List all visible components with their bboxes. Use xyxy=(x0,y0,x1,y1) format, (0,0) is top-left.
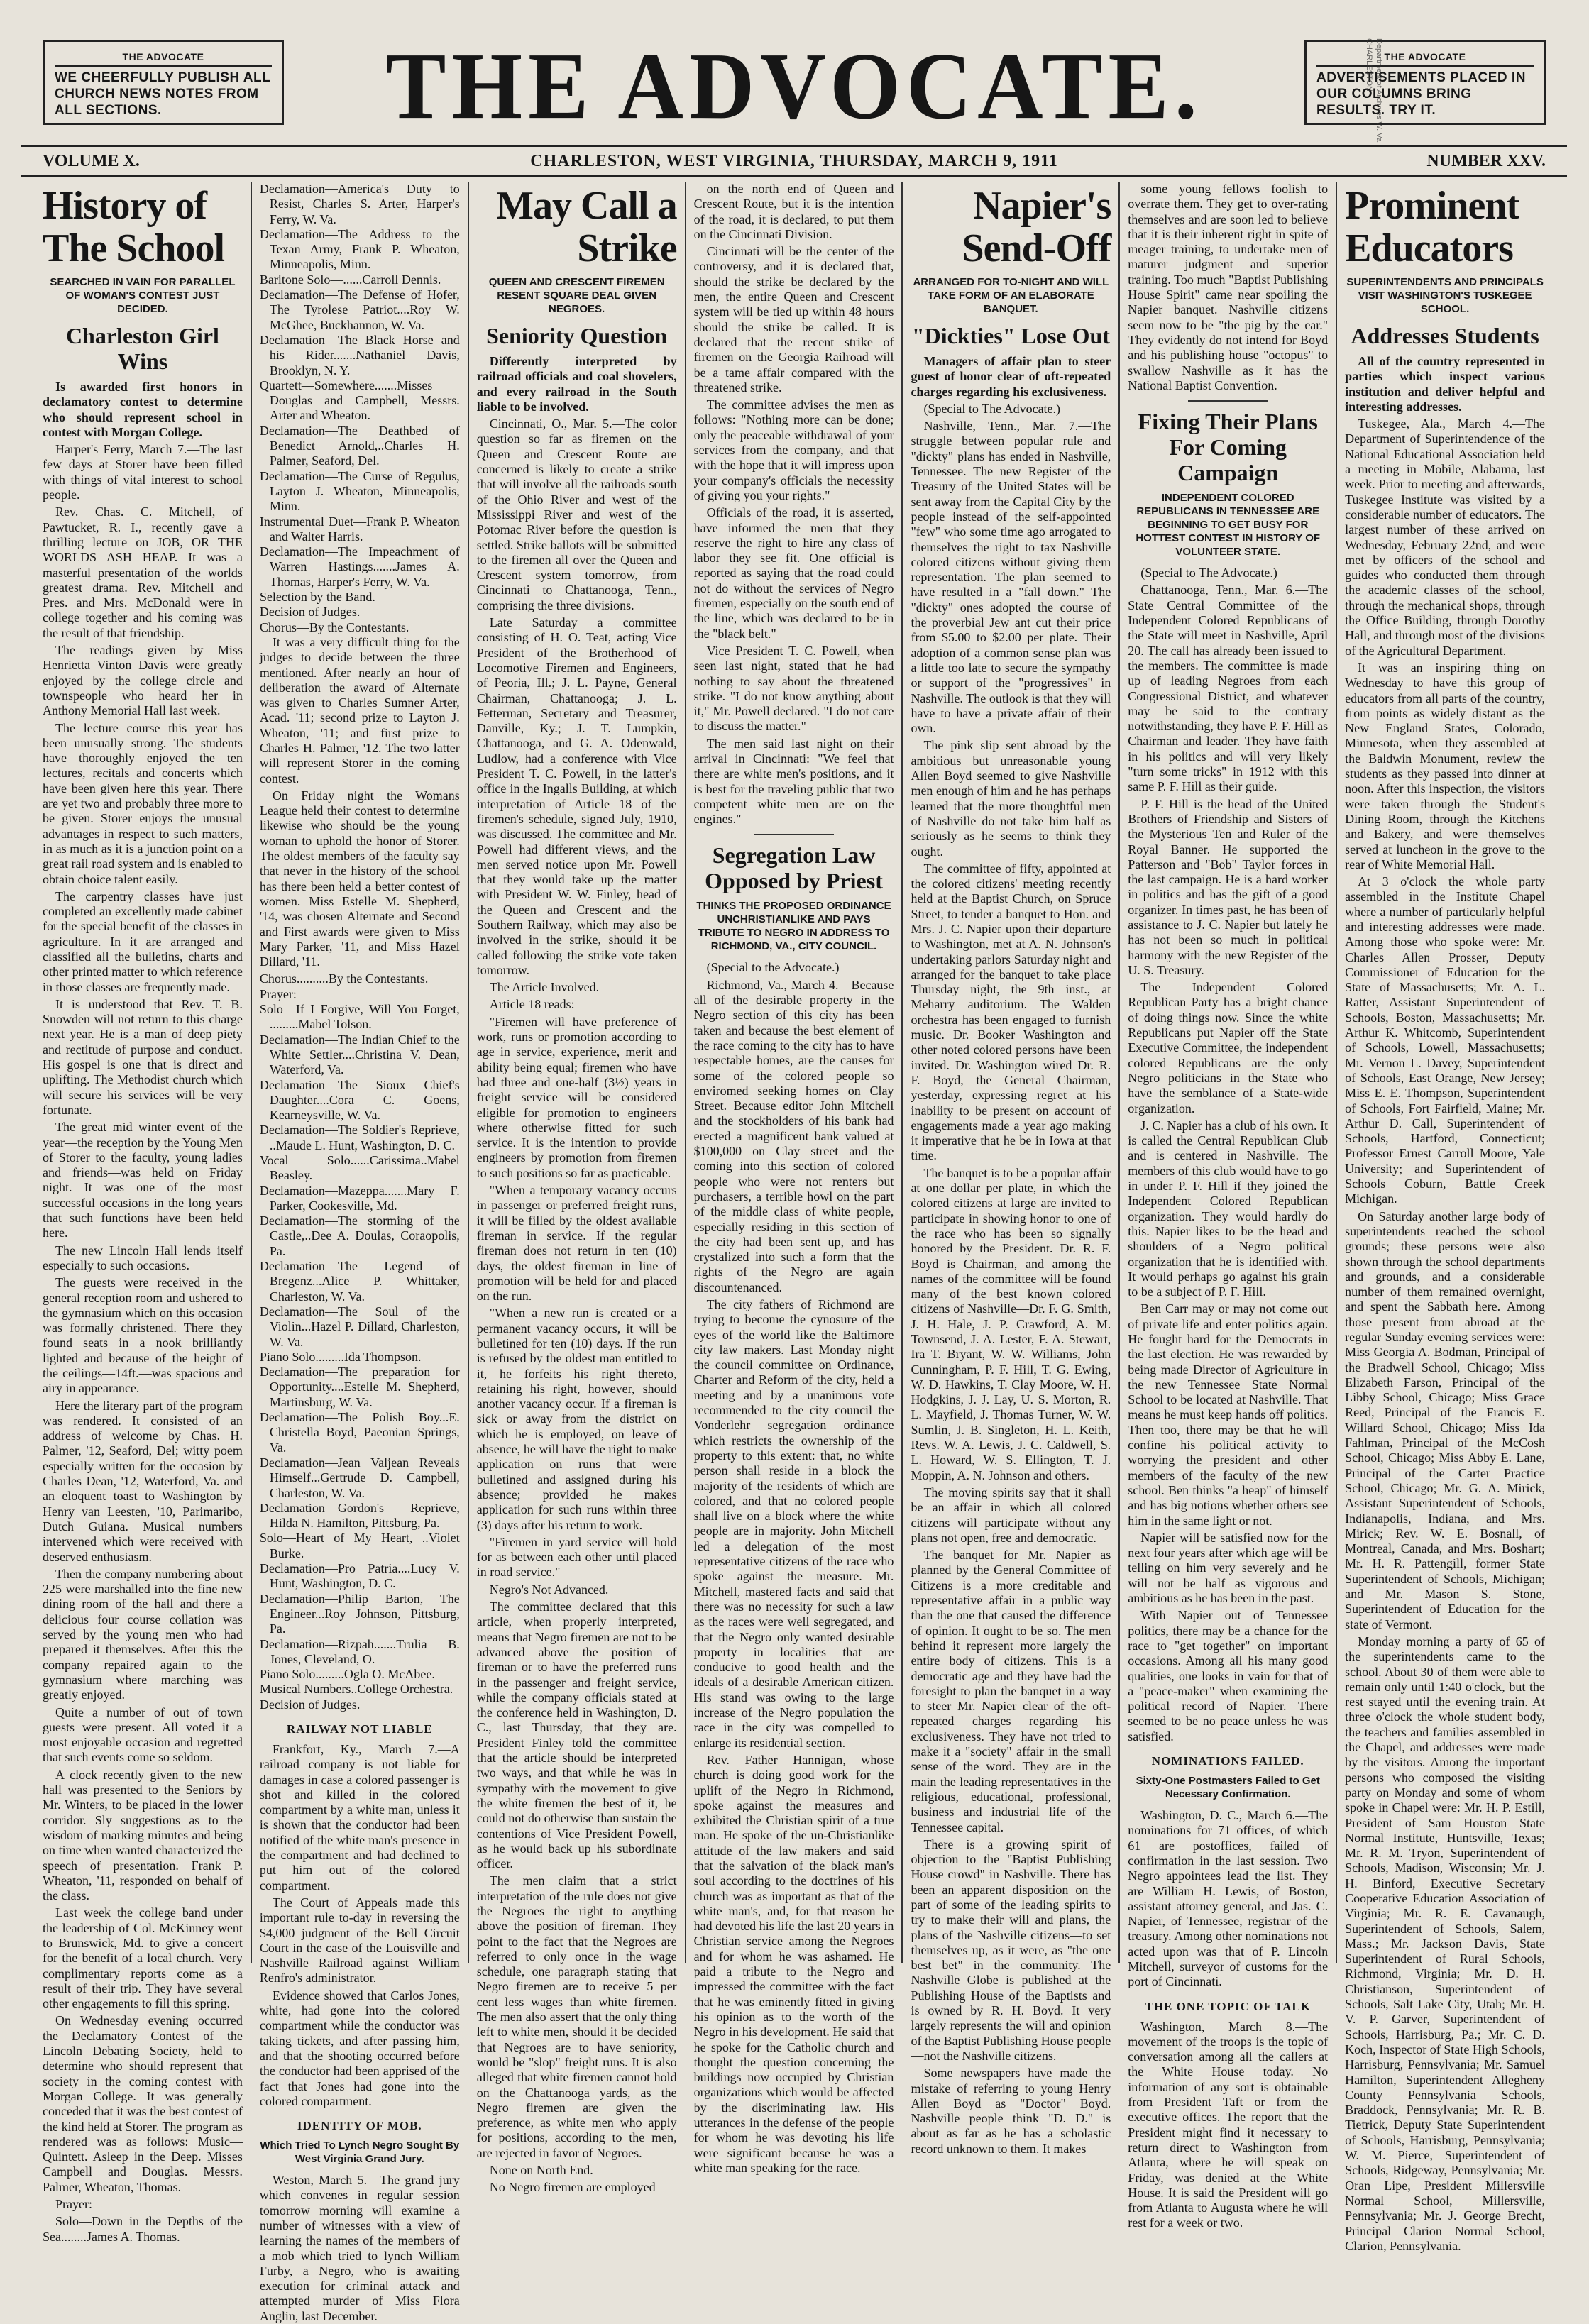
newspaper-page xyxy=(21,17,1567,2323)
paragraph: (Special to The Advocate.) xyxy=(1140,566,1277,580)
paragraph: Declamation—The Address to the Texan Army, Frank P. Wheaton, Minneapolis, Minn. xyxy=(259,226,460,272)
paragraph: Declamation—Gordon's Reprieve, Hilda N. Hamilton, Pittsburg, Pa. xyxy=(259,1500,460,1531)
paragraph: Evidence showed that Carlos Jones, white, had gone into the colored compartment while the conductor was taking tickets, and after passing him, and that the shooting occurred before the conductor had been apprised of the fact that Jones had gone into the colored compartment. xyxy=(259,1988,460,2108)
paragraph: Baritone Solo—......Carroll Dennis. xyxy=(259,272,441,287)
paragraph: The moving spirits say that it shall be an affair in which all colored citizens will participate without any plans not open, free and democratic. xyxy=(911,1485,1111,1545)
paragraph: There is a growing spirit of objection to the "Baptist Publishing House crowd" in Nashville. There has been an apparent disposition on the part of some of the leading spirits to try to make their will and plans, the plans of the Nashville citizens—to set themselves up, as it were, as "the one best bet" in the community. The Nashville Globe is published at the Publishing House of the Baptists and is owned by R. H. Boyd. It very largely represents the will and opinion of the Baptist Publishing House people—not the Nashville citizens. xyxy=(911,1836,1111,2063)
paragraph: "When a temporary vacancy occurs in passenger or preferred freight runs, it will be filled by the oldest available fireman in service. If the regular fireman does not return in ten (10) days, the oldest fireman in line of promotion will be held for and placed on the run. xyxy=(476,1183,677,1304)
strike-subhead: Seniority Question xyxy=(486,323,668,348)
paragraph: Negro's Not Advanced. xyxy=(489,1582,609,1597)
educators-paragraphs xyxy=(1345,417,1545,2254)
paragraph: Late Saturday a committee consisting of H. O. Teat, acting Vice President of the Brotherhood of Locomotive Firemen and Engineers, of Peoria, Ill.; J. L. Payne, General Chairman, Chattanooga; J. L. Fetterman, Secretary and Treasurer, Danville, Ky.; J. T. Lumpkin, Chattanooga, and G. A. Odenwald, Ludlow, had a conference with Vice President T. C. Powell, in the latter's office in the Ingalls Building, at which interpretation of Article 18 of the firemen's schedule, signed July, 1910, was discussed. The committee and Mr. Powell had different views, and the men served notice upon Mr. Powell that they would take up the matter with President W. W. Finley, head of the Queen and Crescent and the Southern Railway, which may also be involved in the strike, should it be called following the strike vote taken tomorrow. xyxy=(476,615,677,977)
paragraph: The committee declared that this article, when properly interpreted, means that Negro firemen are not to be advanced above the position of fireman or to have the preferred runs in the passenger and freight service, while the company officials stated at the conference held in Washington, D. C., last Thursday, that they are. President Finley told the committee that the article should be interpreted two ways, and that while he was in sympathy with the movement to give the white firemen the best of it, he could not do otherwise than sustain the contentions of Vice President Powell, as he would back up his subordinate officer. xyxy=(476,1599,677,1871)
article-columns xyxy=(43,182,1553,2323)
paragraph: Declamation—The Soldier's Reprieve, ..Maude L. Hunt, Washington, D. C. xyxy=(259,1123,460,1152)
paragraph: Vice President T. C. Powell, when seen last night, stated that he had nothing to say about the threatened strike. "I do not know anything about it," Mr. Powell declared. "I do not care to discuss the matter." xyxy=(693,643,894,734)
paragraph: The Independent Colored Republican Party has a bright chance of doing things now. Since the white Republicans put Napier off the State Executive Committee, the independent colored Republicans are the only Negro politicians in the State who have the semblance of a State-wide organization. xyxy=(1128,980,1329,1116)
paragraph: (Special to the Advocate.) xyxy=(706,960,840,975)
paragraph: Richmond, Va., March 4.—Because all of the desirable property in the Negro section of this city has been taken and because the best element of the race coming to the city has to have respectable homes, are the causes for some of the colored people so enviromed seeking homes on Clay Street. Because editor John Mitchell and the stockholders of his bank had erected a magnificent bank valued at $100,000 on Clay street and the coming into this section of colored people who were not renters but purchasers, a terrible howl on the part of the middle class of white people, especially residing in this section of the city had been sent up, and has crystalized into such a form that the rights of the Negro are again discountenanced. xyxy=(693,977,894,1294)
paragraph: Selection by the Band. xyxy=(259,590,375,605)
educators-lead: All of the country represented in parties which inspect various institution and deliver helpful and interesting addresses. xyxy=(1345,354,1546,414)
issue-number: NUMBER XXV. xyxy=(1426,152,1546,170)
educators-article xyxy=(1345,354,1545,2254)
paragraph: On Friday night the Womans League held their contest to determine likewise who should be the young woman to uphold the honor of Storer. The oldest members of the faculty say that never in the history of the school has there been held a better contest of women. Miss Estelle M. Shepherd, '14, was chosen Alternate and Second and First awards were given to Miss Mary Parker, '11, and Miss Hazel Dillard, '11. xyxy=(259,788,460,969)
paragraph: None on North End. xyxy=(489,2163,593,2178)
paragraph: Quite a number of out of town guests were present. All voted it a most enjoyable occasion and regretted that such events come so seldom. xyxy=(43,1705,243,1765)
paragraph: Tuskegee, Ala., March 4.—The Department of Superintendence of the National Educational Association held a meeting in Mobile, Alabama, last week. Prior to meeting and afterwards, Tuskegee Institute was visited by a considerable number of educators. The largest number of these arrived on Wednesday, February 22nd, and were met by officers of the school and guides who conducted them through the academic classes of the school, through the mechanical shops, through the Office Building, through Dorothy Hall, and through most of the divisions of the Agricultural Department. xyxy=(1345,417,1546,658)
paragraph: Rev. Chas. C. Mitchell, of Pawtucket, R. I., recently gave a thrilling lecture on JOB, OR THE WORLDS ASH HEAP. It was a masterful presentation of the worlds greatest drama. Rev. Mitchell and Pres. and Mrs. McDonald were in college together and his coming was the result of that friendship. xyxy=(43,505,243,640)
paragraph: The lecture course this year has been unusually strong. The students have thoroughly enjoyed the ten lectures, recitals and concerts which have been given here this year. There are yet two and probably three more to be given. Storer enjoys the unusual advantages in respect to such matters, in as much as it is a junction point on a great rail road system and is enabled to obtain choice talent easily. xyxy=(43,720,243,886)
paragraph: J. C. Napier has a club of his own. It is called the Central Republican Club and is centered in Nashville. The members of this club would have to go in under P. F. Hill if they joined the Independent Colored Republican organization. They would hardly do this. Napier likes to be the head and shoulders of a Negro political organization that he is identified with. It would perhaps go against his grain to be a subject of P. F. Hill. xyxy=(1128,1118,1329,1299)
column-3 xyxy=(468,182,685,2195)
paragraph: Declamation—The Defense of Hofer, The Tyrolese Patriot....Roy W. McGhee, Buckhannon, W. Va. xyxy=(259,287,460,332)
paragraph: Decision of Judges. xyxy=(259,605,361,619)
strike-lead: Differently interpreted by railroad officials and coal shovelers, and every railroad in the South liable to be involved. xyxy=(476,354,677,414)
topic-article xyxy=(1128,2020,1328,2231)
napier-continuation xyxy=(1128,182,1328,393)
column-1 xyxy=(43,182,251,2244)
paragraph: some young fellows foolish to overrate them. They get to over-rating themselves and are soon led to believe that it is their inherent right in spite of meager training, to undertake men of maturer judgment and superior training. Too much "Baptist Publishing House Spirit" came near spoiling the Napier banquet. Nashville citizens seem now to be "the pig by the ear." They evidently do not intend for Boyd and his publishing house "octopus" to swallow Nashville as it has the National Baptist Convention. xyxy=(1128,182,1329,392)
paragraph: The carpentry classes have just completed an excellently made cabinet for the special benefit of the classes in agriculture. In it are arranged and classified all the bulletins, charts and other printed matter to which reference in those classes are frequently made. xyxy=(43,888,243,994)
archive-stamp: Department of Archives W. Va. CHARLESTON xyxy=(1365,38,1383,144)
column-rule xyxy=(754,834,834,835)
plans-deck: INDEPENDENT COLORED REPUBLICANS IN TENNESSEE ARE BEGINNING TO GET BUSY FOR HOTTEST CONTEST IN HISTORY OF VOLUNTEER STATE. xyxy=(1136,492,1321,558)
segregation-headline: Segregation Law Opposed by Priest xyxy=(705,842,883,894)
paragraph: "Firemen will have preference of work, runs or promotion according to age in service, experience, merit and ability being equal; firemen who have had three and one-half (3½) years in freight service will be considered eligible for promotion to engineers where otherwise fitted for such service. It is the intention to provide engineers by promotion from firemen to such positions so far as practicable. xyxy=(476,1014,677,1180)
left-ear-heading: THE ADVOCATE xyxy=(55,49,272,67)
paragraph: The committee of fifty, appointed at the colored citizens' meeting recently held at the Baptist Church, on Spruce Street, to tender a banquet to Hon. and Mrs. J. C. Napier upon their departure to Washington, met at A. N. Johnson's undertaking parlors Saturday night and arranged for the banquet to take place Thursday night, the 9th inst., at Meharry auditorium. The Walden orchestra has been engaged to furnish music. Dr. Booker Washington and other noted colored persons have been invited. Dr. Washington wired Dr. R. F. Boyd, the General Chairman, yesterday, expressing regret at his inability to be present on account of engagements made a year ago making it imperative that he be in Iowa at that time. xyxy=(911,861,1111,1163)
napier-headline: Napier's Send-Off xyxy=(962,184,1111,270)
plans-article xyxy=(1128,566,1328,1744)
paragraph: Last week the college band under the leadership of Col. McKinney went to Brunswick, Md. to give a concert for the benefit of a local church. Very complimentary reports come as a result of their trip. They have several other engagements to fill this spring. xyxy=(43,1905,243,2011)
paragraph: Piano Solo.........Ida Thompson. xyxy=(259,1349,422,1364)
paragraph: Washington, March 8.—The movement of the troops is the topic of conversation among all the callers at the White House today. No information of any sort is obtainable from President Taft or from the executive offices. The report that the President might find it necessary to return direct to Washington from Atlanta, where he will speak on Friday, was denied at the White House. It is said the President will go from Atlanta to Augusta where he will rest for a week or two. xyxy=(1128,2019,1329,2230)
mob-article xyxy=(260,2173,460,2324)
paragraph: The Court of Appeals made this important rule to-day in reversing the $4,000 judgment of the Bell Circuit Court in the case of the Louisville and Nashville Railroad against William Renfro's administrator. xyxy=(259,1895,460,1986)
paragraph: "When a new run is created or a permanent vacancy occurs, it will be bulletined for ten (10) days. If the run is refused by the oldest man entitled to it, he forfeits his right thereto, retaining his right, however, should another vacancy occur. If a fireman is sick or away from the district on which he is employed, on leave of absence, he will have the right to make application on runs that were bulletined and assigned during his absence; provided he makes application for such runs within three (3) days after his return to work. xyxy=(476,1306,677,1532)
paragraph: "Firemen in yard service will hold for as between each other until placed in road service." xyxy=(476,1534,677,1580)
right-ear-text: ADVERTISEMENTS PLACED IN OUR COLUMNS BRING RESULTS. TRY IT. xyxy=(1316,70,1526,118)
paragraph: Officials of the road, it is asserted, have informed the men that they reserve the right to hire any class of labor they see fit. One official is reported as saying that the road could not do without the services of Negro firemen, especially on the south end of the line, which was declared to be in the "black belt." xyxy=(693,505,894,641)
paragraph: Napier will be satisfied now for the next four years after which age will be telling on him very severely and he will not be half as vigorous and ambitious as he has been in the past. xyxy=(1128,1530,1329,1606)
dateline: CHARLESTON, WEST VIRGINIA, THURSDAY, MARCH 9, 1911 xyxy=(530,152,1058,170)
paragraph: Musical Numbers..College Orchestra. xyxy=(259,1682,453,1697)
strike-article xyxy=(477,354,677,2196)
paragraph: On Wednesday evening occurred the Declamatory Contest of the Lincoln Debating Society, held to determine who should represent that society in the coming contest with Morgan College. It was generally conceded that it was the best contest of the kind held at Storer. The program as rendered was as follows: Music—Quintett. Asleep in the Deep. Misses Campbell and Douglas. Messrs. Palmer, Wheaton, Thomas. xyxy=(43,2013,243,2194)
paragraph: Weston, March 5.—The grand jury which convenes in regular session tomorrow morning will examine a number of witnesses with a view of learning the names of the members of a mob which tried to lynch William Furby, a Negro, who is awaiting execution for criminal attack and attempted murder of Miss Flora Anglin, last December. xyxy=(259,2173,460,2323)
mob-deck: Which Tried To Lynch Negro Sought By West Virginia Grand Jury. xyxy=(260,2139,460,2166)
paragraph: The great mid winter event of the year—the reception by the Young Men of Storer to the faculty, young ladies and friends—was held on Friday night. It was one of the most successful occasions in the long years that such functions have been held here. xyxy=(43,1120,243,1240)
paragraph: Then the company numbering about 225 were marshalled into the fine new dining room of the hall and there a delicious four course collation was served by the young men who had prepared it themselves. After this the company repaired again to the gymnasium where marching was greatly enjoyed. xyxy=(43,1566,243,1702)
paragraph: On Saturday another large body of superintendents reached the school grounds; these persons were also shown through the school departments and grounds, and a considerable number of them remained overnight, and spent the Sabbath here. Among those present from abroad at the regular Sunday evening services were: Miss Georgia A. Bodman, Principal of the Bradwell School, Chicago; Miss Elizabeth Farson, Principal of the Libby School, Chicago; Miss Grace Reed, Principal of the Francis E. Willard School, Chicago; Miss Ida Fahlman, Principal of the McCosh School, Chicago; Miss Abby E. Lane, Principal of the Carter Practice School, Chicago; Mr. G. A. Mirick, Assistant Superintendent of Schools, Indianapolis, Indiana, and Mrs. Mirick; Rev. W. E. Bosnall, of Montreal, Canada, and Mrs. Boshart; Mr. H. R. Pattengill, former State Superintendent of Schools, Michigan; and Mr. Mason S. Stone, Superintendent of Education for the state of Vermont. xyxy=(1345,1208,1546,1631)
school-headline: History of The School xyxy=(43,184,225,270)
paragraph: Nashville, Tenn., Mar. 7.—The struggle between popular rule and "dickty" plans has ended in Nashville, Tennessee. The new Register of the Treasury of the United States will be sent away from the Capital City by the people instead of the self-appointed "few" who some time ago arrogated to themselves the right to tax Nashville colored citizens without giving them representation. The plan seemed to have resulted in a "fall down." The "dickty" ones adopted the course of the proverbial Jew ant cut their price from $5.00 to $2.00 per plate. Their adoption of a common sense plan was a little too late to secure the sympathy or support of the "progressives" in Nashville. The outlook is that they will have to have a private affair of their own. xyxy=(911,419,1111,736)
newspaper-title: THE ADVOCATE. xyxy=(385,33,1203,139)
paragraph: Declamation—Rizpah.......Trulia B. Jones, Cleveland, O. xyxy=(259,1636,460,1666)
paragraph: Chattanooga, Tenn., Mar. 6.—The State Central Committee of the Independent Colored Republicans of the State will meet in Nashville, April 20. The call has already been issued to the members. The committee is made up of leading Negroes from each Congressional District, and whatever may be said to the contrary notwithstanding, they have P. F. Hill as Chairman and leader. They have faith in his politics and will very likely "turn some tricks" in 1912 with this same P. F. Hill as their guide. xyxy=(1128,583,1329,794)
educators-subhead: Addresses Students xyxy=(1351,323,1539,348)
paragraph: P. F. Hill is the head of the United Brothers of Friendship and Sisters of the Mysterious Ten and Ruler of the Royal Banner. He supported the Patterson and "Bob" Taylor forces in the last campaign. He is a hard worker in politics and has the gift of a good organizer. In times past, he has been of assistance to J. C. Napier but lately he has not been so much in political harmony with the new Register of the U. S. Treasury. xyxy=(1128,796,1329,977)
paragraph: Chorus..........By the Contestants. xyxy=(259,971,429,986)
column-rule xyxy=(1188,400,1268,402)
school-deck: SEARCHED IN VAIN FOR PARALLEL OF WOMAN'S CONTEST JUST DECIDED. xyxy=(50,276,236,315)
paragraph: The pink slip sent abroad by the ambitious but unreasonable young Allen Boyd seemed to give Nashville men enough of him and he has perhaps learned that the more thoughtful men of Nashville do not take him half as seriously as he seems to think they ought. xyxy=(911,738,1111,859)
mob-heading: IDENTITY OF MOB. xyxy=(297,2119,422,2133)
paragraph: Quartett—Somewhere.......Misses Douglas and Campbell, Messrs. Arter and Wheaton. xyxy=(259,378,460,423)
paragraph: The banquet for Mr. Napier as planned by the General Committee of Citizens is a more creditable and representative affair in a public way than the one that caused the difference of opinion. It ought to be so. The men behind it represent more largely the entire body of citizens. This is a democratic age and they have had the foresight to plan the banquet in a way to steer Mr. Napier clear of the oft-repeated charges regarding his exclusiveness. They have not tried to make it a "society" affair in the small sense of the word. They are in the main the leading representatives in the religious, educational, professional, business and industrial life of the Tennessee capital. xyxy=(911,1548,1111,1834)
educators-deck: SUPERINTENDENTS AND PRINCIPALS VISIT WASHINGTON'S TUSKEGEE SCHOOL. xyxy=(1346,276,1544,315)
dateline-bar xyxy=(21,145,1567,177)
paragraph: Declamation—The Sioux Chief's Daughter....Cora C. Goens, Kearneysville, W. Va. xyxy=(259,1077,460,1123)
paragraph: Prayer: xyxy=(55,2197,92,2212)
paragraph: Declamation—The Polish Boy...E. Christella Boyd, Paeonian Springs, Va. xyxy=(259,1410,460,1455)
paragraph: Cincinnati will be the center of the controversy, and it is declared that, should the strike be declared by the men, the entire Queen and Crescent system will be tied up within 48 hours should the strike be called. It is declared that the recent strike of firemen on the Georgia Railroad will be a tame affair compared with the threatened strike. xyxy=(693,244,894,395)
program-list-2 xyxy=(260,971,460,1712)
paragraph: The guests were received in the general reception room and ushered to the gymnasium which on this occasion was formally christened. There they found seats in a nook brilliantly lighted and because of the height of the ceilings—14ft.—was spacious and airy in appearance. xyxy=(43,1275,243,1396)
program-list xyxy=(260,182,460,635)
paragraph: It is understood that Rev. T. B. Snowden will not return to this charge next year. He is a man of deep piety and rectitude of purpose and conduct. His gospel is one that is direct and uplifting. The Methodist church which will secure his services will be very fortunate. xyxy=(43,996,243,1117)
paragraph: The banquet is to be a popular affair at one dollar per plate, in which the colored citizens at large are invited to participate in showing honor to one of the race who has been so signally honored by the President. Dr. R. F. Boyd is Chairman, and among the names of the committee will be found many of the best known colored citizens of Nashville—Dr. F. G. Smith, J. H. Hale, J. P. Crawford, A. M. Townsend, J. A. Lester, F. A. Stewart, Ira T. Bryant, W. W. Williams, John Cunningham, P. F. Hill, T. G. Ewing, W. D. Hawkins, T. Clay Moore, W. H. Hodgkins, J. J. Lay, U. S. Morton, R. L. Mayfield, J. Thomas Turner, W. W. Sumlin, J. B. Singleton, H. L. Keith, Revs. W. A. Lewis, J. C. Caldwell, S. L. Howard, W. S. Ellington, T. J. Moppin, A. N. Johnson and others. xyxy=(911,1165,1111,1482)
paragraph: The city fathers of Richmond are trying to become the cynosure of the eyes of the world like the Baltimore city law makers. Last Monday night the council committee on Ordinance, Charter and Reform of the city, held a meeting and by a unanimous vote recommended to the city council the Vonderlehr segregation ordinance which restricts the ownership of the property to this extent: that, no white person shall reside in a block the majority of the residents of which are colored, and that no colored people shall live on a block where the white people are in majority. John Mitchell led a delegation of the most representative citizens of the race who spoke against the measure. Mr. Mitchell, mastered facts and said that there was no necessity for such a law as the races were well segregated, and that the Negro only wanted desirable property in localities that are conducive to good health and the ideals of a desirable American citizen. His stand was owing to the large increase of the Negro population the race in the city was compelled to enlarge its residential section. xyxy=(693,1297,894,1750)
paragraph: Declamation—Philip Barton, The Engineer...Roy Johnson, Pittsburg, Pa. xyxy=(259,1591,460,1636)
strike-paragraphs xyxy=(477,417,677,2195)
paragraph: A clock recently given to the new hall was presented to the Seniors by Mr. Winters, to be placed in the lower corridor. Sly suggestions as to the wisdom of marking minutes and being on time when wanted characterized the speech of presentation. Frank P. Wheaton, '11, responded on behalf of the class. xyxy=(43,1767,243,1903)
topic-heading: THE ONE TOPIC OF TALK xyxy=(1145,1999,1311,2013)
school-subhead: Charleston Girl Wins xyxy=(65,323,219,374)
paragraph: No Negro firemen are employed xyxy=(489,2180,656,2195)
paragraph: Article 18 reads: xyxy=(489,997,575,1012)
column-4 xyxy=(685,182,902,2175)
paragraph: Here the literary part of the program was rendered. It consisted of an address of welcome by Chas. H. Palmer, '12, Seaford, Del; witty poem especially written for the occasion by Charles Dean, '12, Waterford, Va. and an eloquent toast to Washington by Henry van Leesten, '10, Parimaribo, Dutch Guiana. Musical numbers intervened which were received with deserved enthusiasm. xyxy=(43,1398,243,1564)
segregation-deck: THINKS THE PROPOSED ORDINANCE UNCHRISTIANLIKE AND PAYS TRIBUTE TO NEGRO IN ADDRESS TO RICHMOND, VA., CITY COUNCIL. xyxy=(696,900,891,953)
paragraph: Harper's Ferry, March 7.—The last few days at Storer have been filled with things of vital interest to school people. xyxy=(43,442,243,502)
educators-headline: Prominent Educators xyxy=(1345,184,1519,270)
paragraph: Declamation—The Legend of Bregenz...Alice P. Whittaker, Charleston, W. Va. xyxy=(259,1259,460,1304)
paragraph: Declamation—America's Duty to Resist, Charles S. Arter, Harper's Ferry, W. Va. xyxy=(259,182,460,226)
napier-article xyxy=(911,354,1111,2157)
paragraph: Monday morning a party of 65 of the superintendents came to the school. About 30 of them were able to remain only until 1:40 o'clock, but the rest stayed until the evening train. At three o'clock the whole student body, the teachers and families assembled in the Chapel, and addresses were made by the visitors. Among the important persons who composed the visiting party on Monday and some of whom spoke in Chapel were: Mr. H. P. Estill, President of Sam Houston State Normal Institute, Huntsville, Texas; Mr. R. M. Tryon, Superintendent of Schools, Madison, Wisconsin; Mr. J. H. Binford, Executive Secretary Cooperative Education Association of Virginia; Mr. R. E. Cavanaugh, Superintendent of Schools, Salem, Mass.; Mr. Jackson Davis, State Superintendent of Rural Schools, Richmond, Virginia; Mr. D. H. Christianson, Superintendent of Schools, Salt Lake City, Utah; Mr. H. V. P. Garver, Superintendent of Schools, Harrisburg, Pa.; Mr. C. D. Koch, Inspector of State High Schools, Harrisburg, Pennsylvania; Mr. Samuel Hamilton, Superintendent Allegheny County Pennsylvania Schools, Braddock, Pennsylvania; Mr. R. B. Tietrick, Deputy State Superintendent of Schools, Harrisburg, Pennsylvania; W. M. Pierce, Superintendent of Schools, Ridgeway, Pennsylvania; Mr. Oran Lipe, President Millersville Normal School, Millersville, Pennsylvania; Mr. J. George Brecht, Principal Clarion Normal School, Clarion, Pennsylvania. xyxy=(1345,1634,1546,2253)
paragraph: Solo—Heart of My Heart, ..Violet Burke. xyxy=(259,1531,460,1560)
column-7 xyxy=(1336,182,1553,2253)
paragraph: Vocal Solo......Carissima..Mabel Beasley. xyxy=(259,1153,460,1183)
paragraph: The Article Involved. xyxy=(489,980,600,995)
paragraph: Declamation—The Indian Chief to the White Settler....Christina V. Dean, Waterford, Va. xyxy=(259,1032,460,1077)
paragraph: Chorus—By the Contestants. xyxy=(259,619,409,634)
napier-subhead: "Dickties" Lose Out xyxy=(911,323,1110,348)
nominations-heading: NOMINATIONS FAILED. xyxy=(1151,1754,1304,1768)
paragraph: The men claim that a strict interpretation of the rule does not give the Negroes the right to anything above the position of fireman. They point to the fact that the Negroes are referred to only once in the wage schedule, one paragraph stating that Negro firemen are to receive 5 per cent less wages than white firemen. The men also assert that the only thing left to white men, should it be decided that Negroes are to have seniority, would be "slop" freight runs. It is also alleged that white firemen cannot hold on the Chattanooga yards, as the Negro firemen are given the preference, as white men who apply for positions, according to the men, are rejected in favor of Negroes. xyxy=(476,1873,677,2160)
paragraph: Instrumental Duet—Frank P. Wheaton and Walter Harris. xyxy=(259,514,460,544)
paragraph: (Special to The Advocate.) xyxy=(923,401,1061,416)
railway-heading: RAILWAY NOT LIABLE xyxy=(286,1722,433,1736)
paragraph: The committee advises the men as follows: "Nothing more can be done; only the peaceable withdrawal of your services from the company, and that with the hope that it will impress upon your company's officials the necessity of giving you your rights." xyxy=(693,397,894,502)
strike-headline: May Call a Strike xyxy=(496,184,677,270)
paragraph: Declamation—Pro Patria....Lucy V. Hunt, Washington, D. C. xyxy=(259,1561,460,1591)
paragraph: Declamation—The Soul of the Violin...Hazel P. Dillard, Charleston, W. Va. xyxy=(259,1304,460,1349)
paragraph: Washington, D. C., March 6.—The nominations for 71 offices, of which 61 are postoffices, failed of confirmation in the last session. Two Negro appointees lead the list. They are William H. Lewis, of Boston, assistant attorney general, and Jas. C. Napier, of Tennessee, registrar of the treasury. Among other nominations not acted upon was that of P. Lincoln Mitchell, surveyor of customs for the port of Cincinnati. xyxy=(1128,1808,1329,1989)
paragraph: Declamation—The Curse of Regulus, Layton J. Wheaton, Minneapolis, Minn. xyxy=(259,468,460,514)
paragraph: Cincinnati, O., Mar. 5.—The color question so far as firemen on the Queen and Crescent Route are concerned is likely to create a strike that will involve all the railroads south of the Ohio River and west of the Mississippi River and west of the Potomac River before the question is settled. Strike ballots will be submitted to the firemen all over the Queen and Crescent system tomorrow, from Cincinnati to Chattanooga, Tenn., comprising the three divisions. xyxy=(476,417,677,612)
column-5 xyxy=(901,182,1118,2156)
paragraph: It was a very difficult thing for the judges to decide between the three mentioned. After nearly an hour of deliberation the award of Alternate was given to Charles Sumner Arter, Acad. '11; second prize to Layton J. Wheaton, '11; and first prize to Charles H. Palmer, '12. The two latter will represent Storer in the coming contest. xyxy=(259,634,460,786)
paragraph: With Napier out of Tennessee politics, there may be a chance for the race to "get together" on important occasions. Among all his many good qualities, one looks in vain for that of a "peace-maker" when examining the political record of Napier. There seemed to be no peace unless he was satisfied. xyxy=(1128,1608,1329,1744)
paragraph: Decision of Judges. xyxy=(259,1697,361,1712)
nominations-article xyxy=(1128,1808,1328,1990)
paragraph: The men said last night on their arrival in Cincinnati: "We feel that there are white men's positions, and it is best for the traveling public that two competent white men are on the engines." xyxy=(693,736,894,827)
railway-article xyxy=(260,1742,460,2109)
paragraph: Declamation—The storming of the Castle,..Dee A. Doulas, Coraopolis, Pa. xyxy=(259,1213,460,1258)
paragraph: At 3 o'clock the whole party assembled in the Institute Chapel where a number of particularly helpful and interesting addresses were made. Among those who spoke were: Mr. Charles Allen Prosser, Deputy Commissioner of Education for the State of Massachusetts; Mr. A. L. Ratter, Assistant Superintendent of Schools, Boston, Massachusetts; Mr. Arthur K. Whitcomb, Superintendent of Schools, Lowell, Massachusetts; Mr. Vernon L. Davey, Superintendent of Schools, East Orange, New Jersey; Miss E. E. Thompson, Superintendent of Schools, Fort Fairfield, Maine; Mr. Arthur D. Call, Superintendent of Schools, Hartford, Connecticut; Professor Ernest Carroll Moore, Yale University; and Superintendent of Schools Coburn, Battle Creek Michigan. xyxy=(1345,874,1546,1206)
segregation-article xyxy=(694,960,894,2176)
plans-headline: Fixing Their Plans For Coming Campaign xyxy=(1138,409,1318,486)
right-ear-heading: THE ADVOCATE xyxy=(1316,49,1534,67)
strike-deck: QUEEN AND CRESCENT FIREMEN RESENT SQUARE DEAL GIVEN NEGROES. xyxy=(488,276,665,315)
paragraph: Frankfort, Ky., March 7.—A railroad company is not liable for damages in case a colored passenger is shot and killed in the colored compartment by a white man, unless it is shown that the conductor had been notified of the white man's presence in the compartment and had declined to put him out of the colored compartment. xyxy=(259,1741,460,1893)
school-paragraphs xyxy=(43,442,243,2245)
column-2 xyxy=(251,182,468,2323)
napier-deck: ARRANGED FOR TO-NIGHT AND WILL TAKE FORM OF AN ELABORATE BANQUET. xyxy=(913,276,1109,315)
paragraph: Some newspapers have made the mistake of referring to young Henry Allen Boyd as "Doctor" Boyd. Nashville people think "D. D." is about as far as he has a scholastic record unknown to them. It makes xyxy=(911,2066,1111,2156)
paragraph: Rev. Father Hannigan, whose church is doing good work for the uplift of the Negro in Richmond, spoke against the measures and exhibited the Christian spirit of a true man. He spoke of the un-Christianlike attitude of the law makers and said that the salvation of the black man's soul according to the doctrines of his church was as important as that of the white man's, and, for that reason he had devoted his life the last 20 years in Christian service among the Negroes and for whom he was ashamed. He paid a tribute to the Negro and impressed the committee with the fact that he was eminently fitted in giving his opinion as to the worth of the Negro in his development. He said that he spoke for the Catholic church and thought the question concerning the buildings now occupied by Christian organizations which would be affected by the discriminating law. His utterances in the defense of the people for whom he was devoting his life were significant because he was a white man speaking for the race. xyxy=(693,1752,894,2175)
left-ear-box xyxy=(43,40,284,125)
paragraph: Declamation—The Black Horse and his Rider.......Nathaniel Davis, Brooklyn, N. Y. xyxy=(259,332,460,378)
program-text xyxy=(260,635,460,970)
paragraph: Declamation—The Deathbed of Benedict Arnold,..Charles H. Palmer, Seaford, Del. xyxy=(259,423,460,468)
paragraph: Declamation—Mazeppa.......Mary F. Parker, Cookesville, Md. xyxy=(259,1183,460,1213)
paragraph: Ben Carr may or may not come out of private life and enter politics again. He fought hard for the Democrats in the last election. He was rewarded by being made Director of Agriculture in the new Tennessee State Normal School to be located at Nashville. That means he must keep hands off politics. Then too, there may be that he will confine his political activity to worrying the president and other members of the faculty of the new school. Ben thinks "a heap" of himself and has big notions whether others see him in the same light or not. xyxy=(1128,1301,1329,1528)
paragraph: Declamation—The preparation for Opportunity....Estelle M. Shepherd, Martinsburg, W. Va. xyxy=(259,1365,460,1409)
column-6 xyxy=(1118,182,1336,2230)
right-ear-box xyxy=(1304,40,1546,125)
volume-label: VOLUME X. xyxy=(43,152,140,170)
paragraph: It was an inspiring thing on Wednesday to have this group of educators from all parts of the country, from points as widely distant as the New England States, Colorado, Minnesota, when they assembled at the Baldwin Monument, review the students as they passed into dinner at noon. After this inspection, the visitors were taken through the Student's Dining Room, through the Kitchens and Bakery, and were themselves served at luncheon in the grove to the rear of White Memorial Hall. xyxy=(1345,660,1546,871)
napier-paragraphs xyxy=(911,402,1111,2157)
paragraph: Piano Solo.........Ogla O. McAbee. xyxy=(259,1667,435,1682)
paragraph: Solo—If I Forgive, Will You Forget, .........Mabel Tolson. xyxy=(259,1002,460,1032)
paragraph: Declamation—Jean Valjean Reveals Himself...Gertrude D. Campbell, Charleston, W. Va. xyxy=(259,1455,460,1500)
nominations-deck: Sixty-One Postmasters Failed to Get Necessary Confirmation. xyxy=(1136,1775,1320,1801)
paragraph: Prayer: xyxy=(259,986,297,1001)
paragraph: The new Lincoln Hall lends itself especially to such occasions. xyxy=(43,1243,243,1272)
paragraph: Declamation—The Impeachment of Warren Hastings.......James A. Thomas, Harper's Ferry, W. Va. xyxy=(259,544,460,589)
paragraph: Solo—Down in the Depths of the Sea........James A. Thomas. xyxy=(43,2214,243,2244)
paragraph: The readings given by Miss Henrietta Vinton Davis were greatly enjoyed by the college circle and townspeople who heard her in Anthony Memorial Hall last week. xyxy=(43,643,243,718)
school-article xyxy=(43,380,243,2245)
strike-continuation xyxy=(694,182,894,827)
school-lead: Is awarded first honors in declamatory contest to determine who should represent school in contest with Morgan College. xyxy=(43,380,243,439)
left-ear-text: WE CHEERFULLY PUBLISH ALL CHURCH NEWS NOTES FROM ALL SECTIONS. xyxy=(55,70,270,118)
napier-lead: Managers of affair plan to steer guest of honor clear of oft-repeated charges regarding his exclusiveness. xyxy=(911,354,1111,399)
paragraph: on the north end of Queen and Crescent Route, but it is the intention of the road, it is declared, to put them on the Cincinnati Division. xyxy=(693,182,894,241)
